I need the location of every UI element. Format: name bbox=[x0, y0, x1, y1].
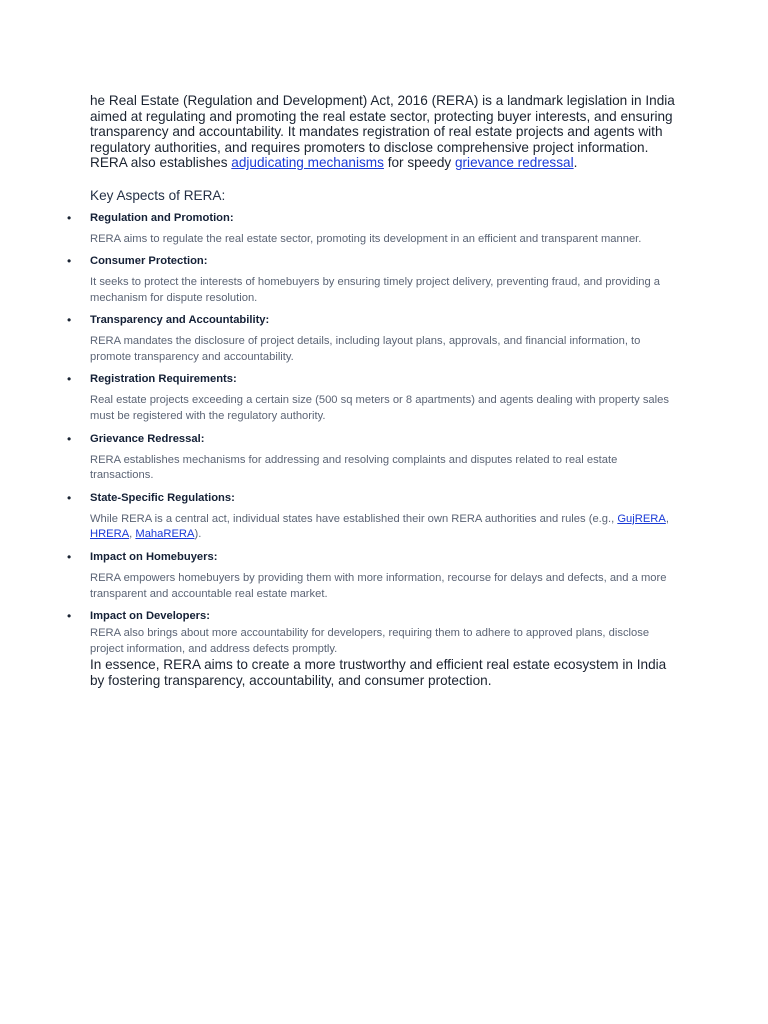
item-description bbox=[90, 512, 680, 543]
item-title: Registration Requirements: bbox=[90, 373, 237, 386]
bullet-icon: • bbox=[67, 431, 72, 446]
item-description: RERA mandates the disclosure of project details, including layout plans, approvals, and financial information, to promote transparency and accountability. bbox=[90, 335, 641, 363]
item-title: Impact on Homebuyers: bbox=[90, 551, 218, 564]
intro-paragraph bbox=[90, 93, 680, 171]
intro-text-2: for speedy bbox=[383, 155, 455, 170]
bullet-icon: • bbox=[67, 490, 72, 505]
item-description: It seeks to protect the interests of homebuyers by ensuring timely project delivery, preventing fraud, and providing a mechanism for dispute resolution. bbox=[90, 276, 661, 304]
document-content bbox=[67, 93, 680, 689]
link-separator: , bbox=[665, 512, 669, 525]
bullet-icon: • bbox=[67, 609, 72, 624]
list-item bbox=[67, 253, 680, 306]
bullet-icon: • bbox=[67, 254, 72, 269]
item-description: RERA also brings about more accountability for developers, requiring them to adhere to approved plans, disclose project information, and address defects promptly. bbox=[90, 627, 650, 655]
list-item bbox=[67, 312, 680, 365]
item-description: RERA empowers homebuyers by providing them with more information, recourse for delays and defects, and a more transparent and accountable real estate market. bbox=[90, 572, 667, 600]
aspects-list bbox=[67, 210, 680, 658]
list-item bbox=[67, 608, 680, 657]
item-title: Grievance Redressal: bbox=[90, 432, 205, 445]
bullet-icon: • bbox=[67, 210, 72, 225]
item-description: Real estate projects exceeding a certain size (500 sq meters or 8 apartments) and agents dealing with property sales must be registered with the regulatory authority. bbox=[90, 394, 669, 423]
item-title: Impact on Developers: bbox=[90, 610, 210, 623]
grievance-redressal-link[interactable]: grievance redressal bbox=[454, 155, 574, 170]
hrera-link[interactable]: HRERA bbox=[90, 528, 130, 541]
list-item bbox=[67, 210, 680, 248]
item-title: State-Specific Regulations: bbox=[90, 491, 235, 504]
list-item bbox=[67, 549, 680, 602]
description-suffix: ). bbox=[194, 528, 202, 541]
item-title: Consumer Protection: bbox=[90, 255, 208, 268]
bullet-icon: • bbox=[67, 313, 72, 328]
bullet-icon: • bbox=[67, 372, 72, 387]
bullet-icon: • bbox=[67, 550, 72, 565]
list-item bbox=[67, 431, 680, 484]
link-separator: , bbox=[129, 528, 136, 541]
closing-paragraph: In essence, RERA aims to create a more trustworthy and efficient real estate ecosystem in India by fostering transparency, accountability, and consumer protection. bbox=[90, 657, 667, 688]
item-title: Regulation and Promotion: bbox=[90, 211, 234, 224]
gujrera-link[interactable]: GujRERA bbox=[617, 512, 666, 525]
adjudicating-mechanisms-link[interactable]: adjudicating mechanisms bbox=[231, 155, 384, 170]
maharera-link[interactable]: MahaRERA bbox=[135, 528, 195, 541]
intro-text-1: he Real Estate (Regulation and Development) Act, 2016 (RERA) is a landmark legislation in India aimed at regulating and promoting the real estate sector, protecting buyer interests, and ensuring transparency and accountability. It mandates registration of real estate projects and agents with regulatory authorities, and requires promoters to disclose comprehensive project information. RERA also establishes bbox=[90, 93, 675, 170]
intro-text-3: . bbox=[573, 155, 578, 170]
item-description: RERA aims to regulate the real estate sector, promoting its development in an efficient and transparent manner. bbox=[90, 232, 642, 245]
item-title: Transparency and Accountability: bbox=[90, 314, 270, 327]
item-description: RERA establishes mechanisms for addressing and resolving complaints and disputes related to real estate transactions. bbox=[90, 453, 618, 482]
list-item bbox=[67, 490, 680, 543]
list-item bbox=[67, 371, 680, 424]
section-heading: Key Aspects of RERA: bbox=[90, 187, 226, 203]
description-prefix: While RERA is a central act, individual states have established their own RERA authorities and rules (e.g., bbox=[90, 512, 618, 525]
